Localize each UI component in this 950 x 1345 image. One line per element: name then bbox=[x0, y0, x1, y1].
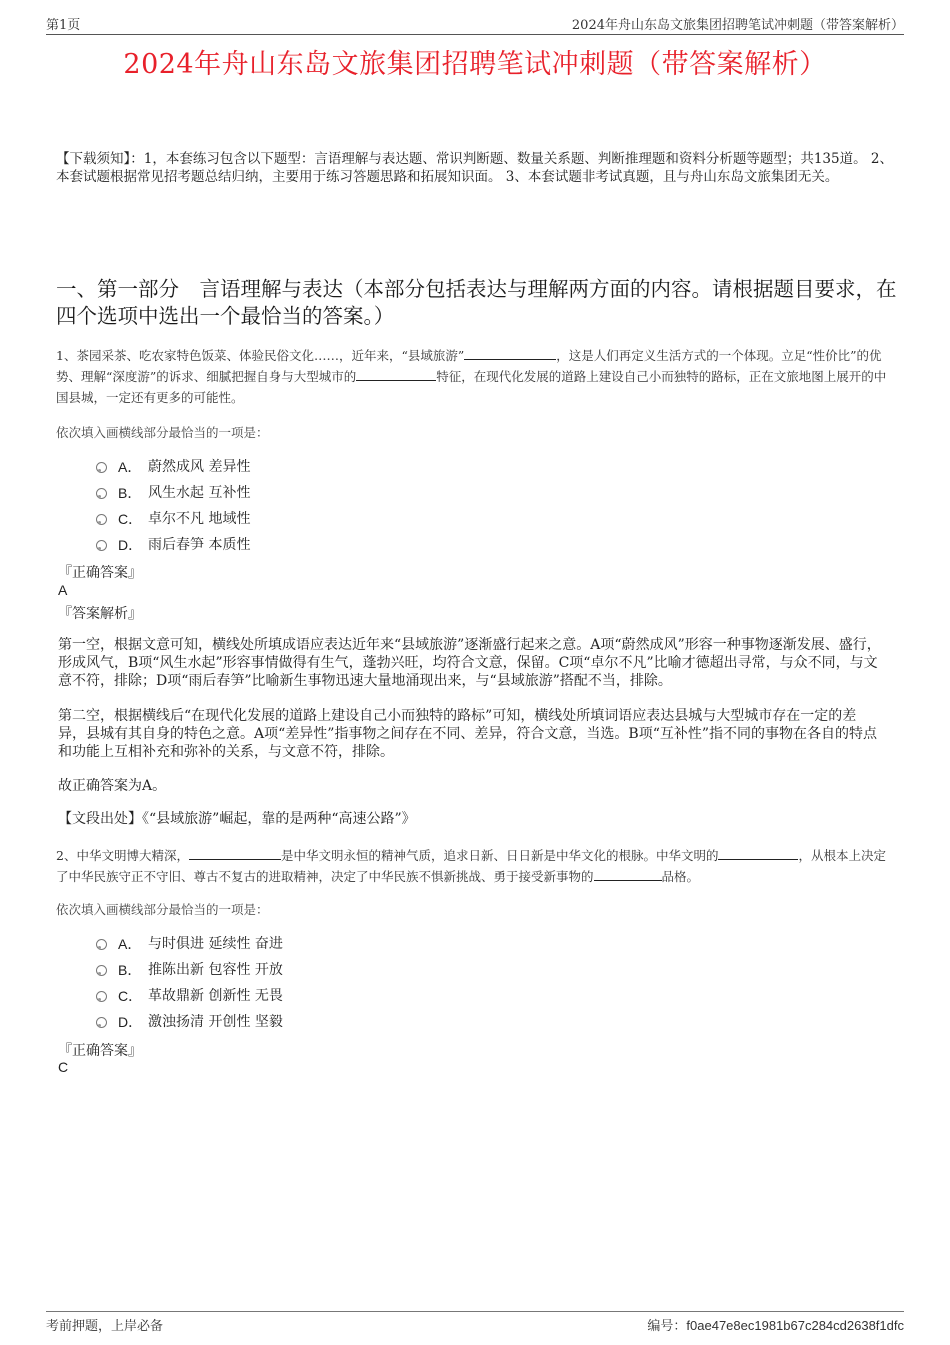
option-a[interactable]: A． 与时俱进 延续性 奋进 bbox=[96, 931, 283, 957]
option-b[interactable]: B． 推陈出新 包容性 开放 bbox=[96, 957, 283, 983]
radio-icon[interactable] bbox=[96, 514, 107, 525]
radio-icon[interactable] bbox=[96, 488, 107, 499]
page-footer bbox=[46, 1311, 904, 1335]
option-c[interactable]: C． 卓尔不凡 地域性 bbox=[96, 506, 250, 532]
download-notice: 【下载须知】：1，本套练习包含以下题型：言语理解与表达题、常识判断题、数量关系题、判断推理题和资料分析题等题型；共135道。 2、本套试题根据常见招考题总结归纳，主要用于练习答题思路和拓展知识面。 3、本套试题非考试真题，且与舟山东岛文旅集团无关。 bbox=[56, 151, 893, 185]
fill-blank bbox=[718, 847, 798, 860]
radio-icon[interactable] bbox=[96, 991, 107, 1002]
question-1-instruction: 依次填入画横线部分最恰当的一项是： bbox=[56, 425, 269, 440]
stem-text: 1、茶园采茶、吃农家特色饭菜、体验民俗文化……，近年来，“县域旅游” bbox=[56, 348, 465, 363]
analysis-paragraph-1: 第一空，根据文意可知，横线处所填成语应表达近年来“县域旅游”逐渐盛行起来之意。A项“蔚然成风”形容一种事物逐渐发展、盛行，形成风气，B项“风生水起”形容事情做得有生气，蓬勃兴旺，均符合文意，保留。C项“卓尔不凡”比喻才德超出寻常，与众不同，与文意不符，排除；D项“雨后春笋”比喻新生事物迅速大量地涌现出来，与“县域旅游”搭配不当，排除。 bbox=[58, 637, 881, 689]
question-2-stem bbox=[56, 845, 896, 887]
source-citation: 【文段出处】《“县域旅游”崛起，靠的是两种“高速公路”》 bbox=[58, 811, 416, 827]
page-number: 第1页 bbox=[46, 18, 81, 33]
stem-text: 品格。 bbox=[661, 869, 700, 884]
fill-blank bbox=[464, 347, 556, 360]
option-d[interactable]: D． 激浊扬清 开创性 坚毅 bbox=[96, 1009, 283, 1035]
fill-blank bbox=[594, 868, 662, 881]
document-code: 编号：f0ae47e8ec1981b67c284cd2638f1dfc bbox=[647, 1318, 904, 1334]
question-2-options bbox=[96, 931, 283, 1035]
page-header bbox=[46, 14, 904, 35]
footer-slogan: 考前押题，上岸必备 bbox=[46, 1319, 164, 1334]
fill-blank bbox=[356, 368, 436, 381]
section-heading: 一、第一部分 言语理解与表达（本部分包括表达与理解两方面的内容。请根据题目要求，在四个选项中选出一个最恰当的答案。） bbox=[56, 277, 897, 328]
document-title: 2024年舟山东岛文旅集团招聘笔试冲刺题（带答案解析） bbox=[123, 49, 827, 80]
radio-icon[interactable] bbox=[96, 1017, 107, 1028]
option-d[interactable]: D． 雨后春笋 本质性 bbox=[96, 532, 250, 558]
question-2-instruction: 依次填入画横线部分最恰当的一项是： bbox=[56, 902, 269, 917]
analysis-conclusion: 故正确答案为A。 bbox=[58, 778, 167, 794]
stem-text: ，从根本上决定了中华民族守正不守旧、尊古不复古的进取精神，决定了中华民族不惧新挑战、勇于接受新事物的 bbox=[56, 848, 886, 884]
correct-answer-label: 『正确答案』 bbox=[58, 565, 142, 581]
stem-text: 是中华文明永恒的精神气质，追求日新、日日新是中华文化的根脉。中华文明的 bbox=[280, 848, 719, 863]
fill-blank bbox=[189, 847, 281, 860]
radio-icon[interactable] bbox=[96, 939, 107, 950]
option-b[interactable]: B． 风生水起 互补性 bbox=[96, 480, 250, 506]
analysis-paragraph-2: 第二空，根据横线后“在现代化发展的道路上建设自己小而独特的路标”可知，横线处所填词语应表达县城与大型城市存在一定的差异，县城有其自身的特色之意。A项“差异性”指事物之间存在不同、差异，符合文意，当选。B项“互补性”指不同的事物在各自的特点和功能上互相补充和弥补的关系，与文意不符，排除。 bbox=[58, 708, 878, 760]
stem-text: ，这是人们再定义生活方式的一个体现。立足“性价比”的优势、理解“深度游”的诉求、细腻把握自身与大型城市的 bbox=[56, 348, 882, 384]
correct-answer: C bbox=[58, 1059, 69, 1075]
correct-answer: A bbox=[58, 582, 68, 598]
option-c[interactable]: C． 革故鼎新 创新性 无畏 bbox=[96, 983, 283, 1009]
radio-icon[interactable] bbox=[96, 965, 107, 976]
radio-icon[interactable] bbox=[96, 462, 107, 473]
header-doc-title: 2024年舟山东岛文旅集团招聘笔试冲刺题（带答案解析） bbox=[571, 18, 904, 33]
question-1-options bbox=[96, 454, 250, 558]
stem-text: 2、中华文明博大精深， bbox=[56, 848, 189, 863]
option-a[interactable]: A． 蔚然成风 差异性 bbox=[96, 454, 250, 480]
radio-icon[interactable] bbox=[96, 540, 107, 551]
analysis-label: 『答案解析』 bbox=[58, 606, 142, 622]
correct-answer-label: 『正确答案』 bbox=[58, 1043, 142, 1059]
question-1-stem bbox=[56, 345, 896, 408]
stem-text: 特征，在现代化发展的道路上建设自己小而独特的路标，正在文旅地图上展开的中国县城，一定还有更多的可能性。 bbox=[56, 369, 887, 405]
